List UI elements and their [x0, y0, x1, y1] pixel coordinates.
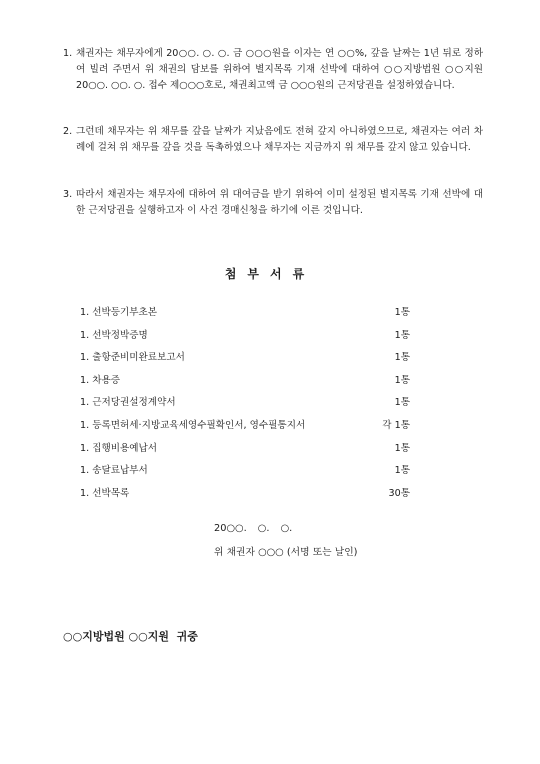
paragraph-number: 1. — [63, 48, 73, 59]
attachment-quantity: 1통 — [394, 352, 410, 364]
attachment-quantity: 1통 — [394, 329, 410, 341]
attachment-quantity: 30통 — [388, 487, 410, 499]
attachment-label: 1. 등록면허세·지방교육세영수필확인서, 영수필통지서 — [80, 419, 306, 431]
paragraph-text: 그런데 채무자는 위 채무를 갚을 날짜가 지났음에도 전혀 갚지 아니하였으므로, 채권자는 여러 차례에 걸쳐 위 채무를 갚을 것을 독촉하였으나 채무자는 지금까지 위 채무를 갚지 않고 있습니다. — [76, 126, 483, 153]
attachment-label: 1. 집행비용예납서 — [80, 442, 158, 454]
attachment-item — [80, 487, 410, 510]
attachment-label: 1. 송달료납부서 — [80, 465, 148, 477]
attachment-label: 1. 선박정박증명 — [80, 329, 148, 341]
paragraph-number: 3. — [63, 189, 73, 200]
attachment-item — [80, 396, 410, 419]
attachment-quantity: 1통 — [394, 465, 410, 477]
attachments-list — [80, 306, 410, 509]
attachment-quantity: 1통 — [394, 307, 410, 318]
attachment-label: 1. 선박등기부초본 — [80, 307, 158, 318]
attachment-label: 1. 선박목록 — [80, 487, 130, 499]
attachment-item — [80, 374, 410, 397]
attachment-item — [80, 442, 410, 465]
attachment-item — [80, 351, 410, 374]
paragraph-number: 2. — [63, 126, 73, 137]
attachment-item — [80, 419, 410, 442]
attachment-item — [80, 464, 410, 487]
paragraph-3 — [63, 187, 483, 219]
attachment-quantity: 1통 — [394, 374, 410, 386]
attachment-label: 1. 근저당권설정계약서 — [80, 397, 176, 409]
paragraph-text: 따라서 채권자는 채무자에 대하여 위 대여금을 받기 위하여 이미 설정된 별지목록 기재 선박에 대한 근저당권을 실행하고자 이 사건 경매신청을 하기에 이른 것입니다. — [76, 189, 483, 216]
paragraph-2 — [63, 124, 483, 156]
attachment-quantity: 1통 — [394, 442, 410, 454]
attachments-title: 첨부서류 — [224, 267, 316, 281]
court-addressee: ○○지방법원 ○○지원 귀중 — [63, 630, 198, 643]
filing-date: 20○○. ○. ○. — [214, 523, 293, 534]
attachment-item — [80, 329, 410, 352]
attachment-item — [80, 306, 410, 329]
paragraph-text: 채권자는 채무자에게 20○○. ○. ○. 금 ○○○원을 이자는 연 ○○%, 갚을 날짜는 1년 뒤로 정하여 빌려 주면서 위 채권의 담보를 위하여 별지목록 기재 선박에 대하여 ○○지방법원 ○○지원 20○○. ○○. ○. 접수 제○○○호로, 채권최고액 금 ○○○원의 근저당권을 설정하였습니다. — [76, 48, 483, 91]
creditor-signature-line: 위 채권자 ○○○ (서명 또는 날인) — [214, 547, 358, 558]
attachment-label: 1. 출항준비미완료보고서 — [80, 352, 185, 364]
attachment-quantity: 1통 — [394, 397, 410, 409]
attachment-quantity: 각 1통 — [382, 419, 410, 431]
attachment-label: 1. 차용증 — [80, 374, 121, 386]
paragraph-1 — [63, 46, 483, 93]
